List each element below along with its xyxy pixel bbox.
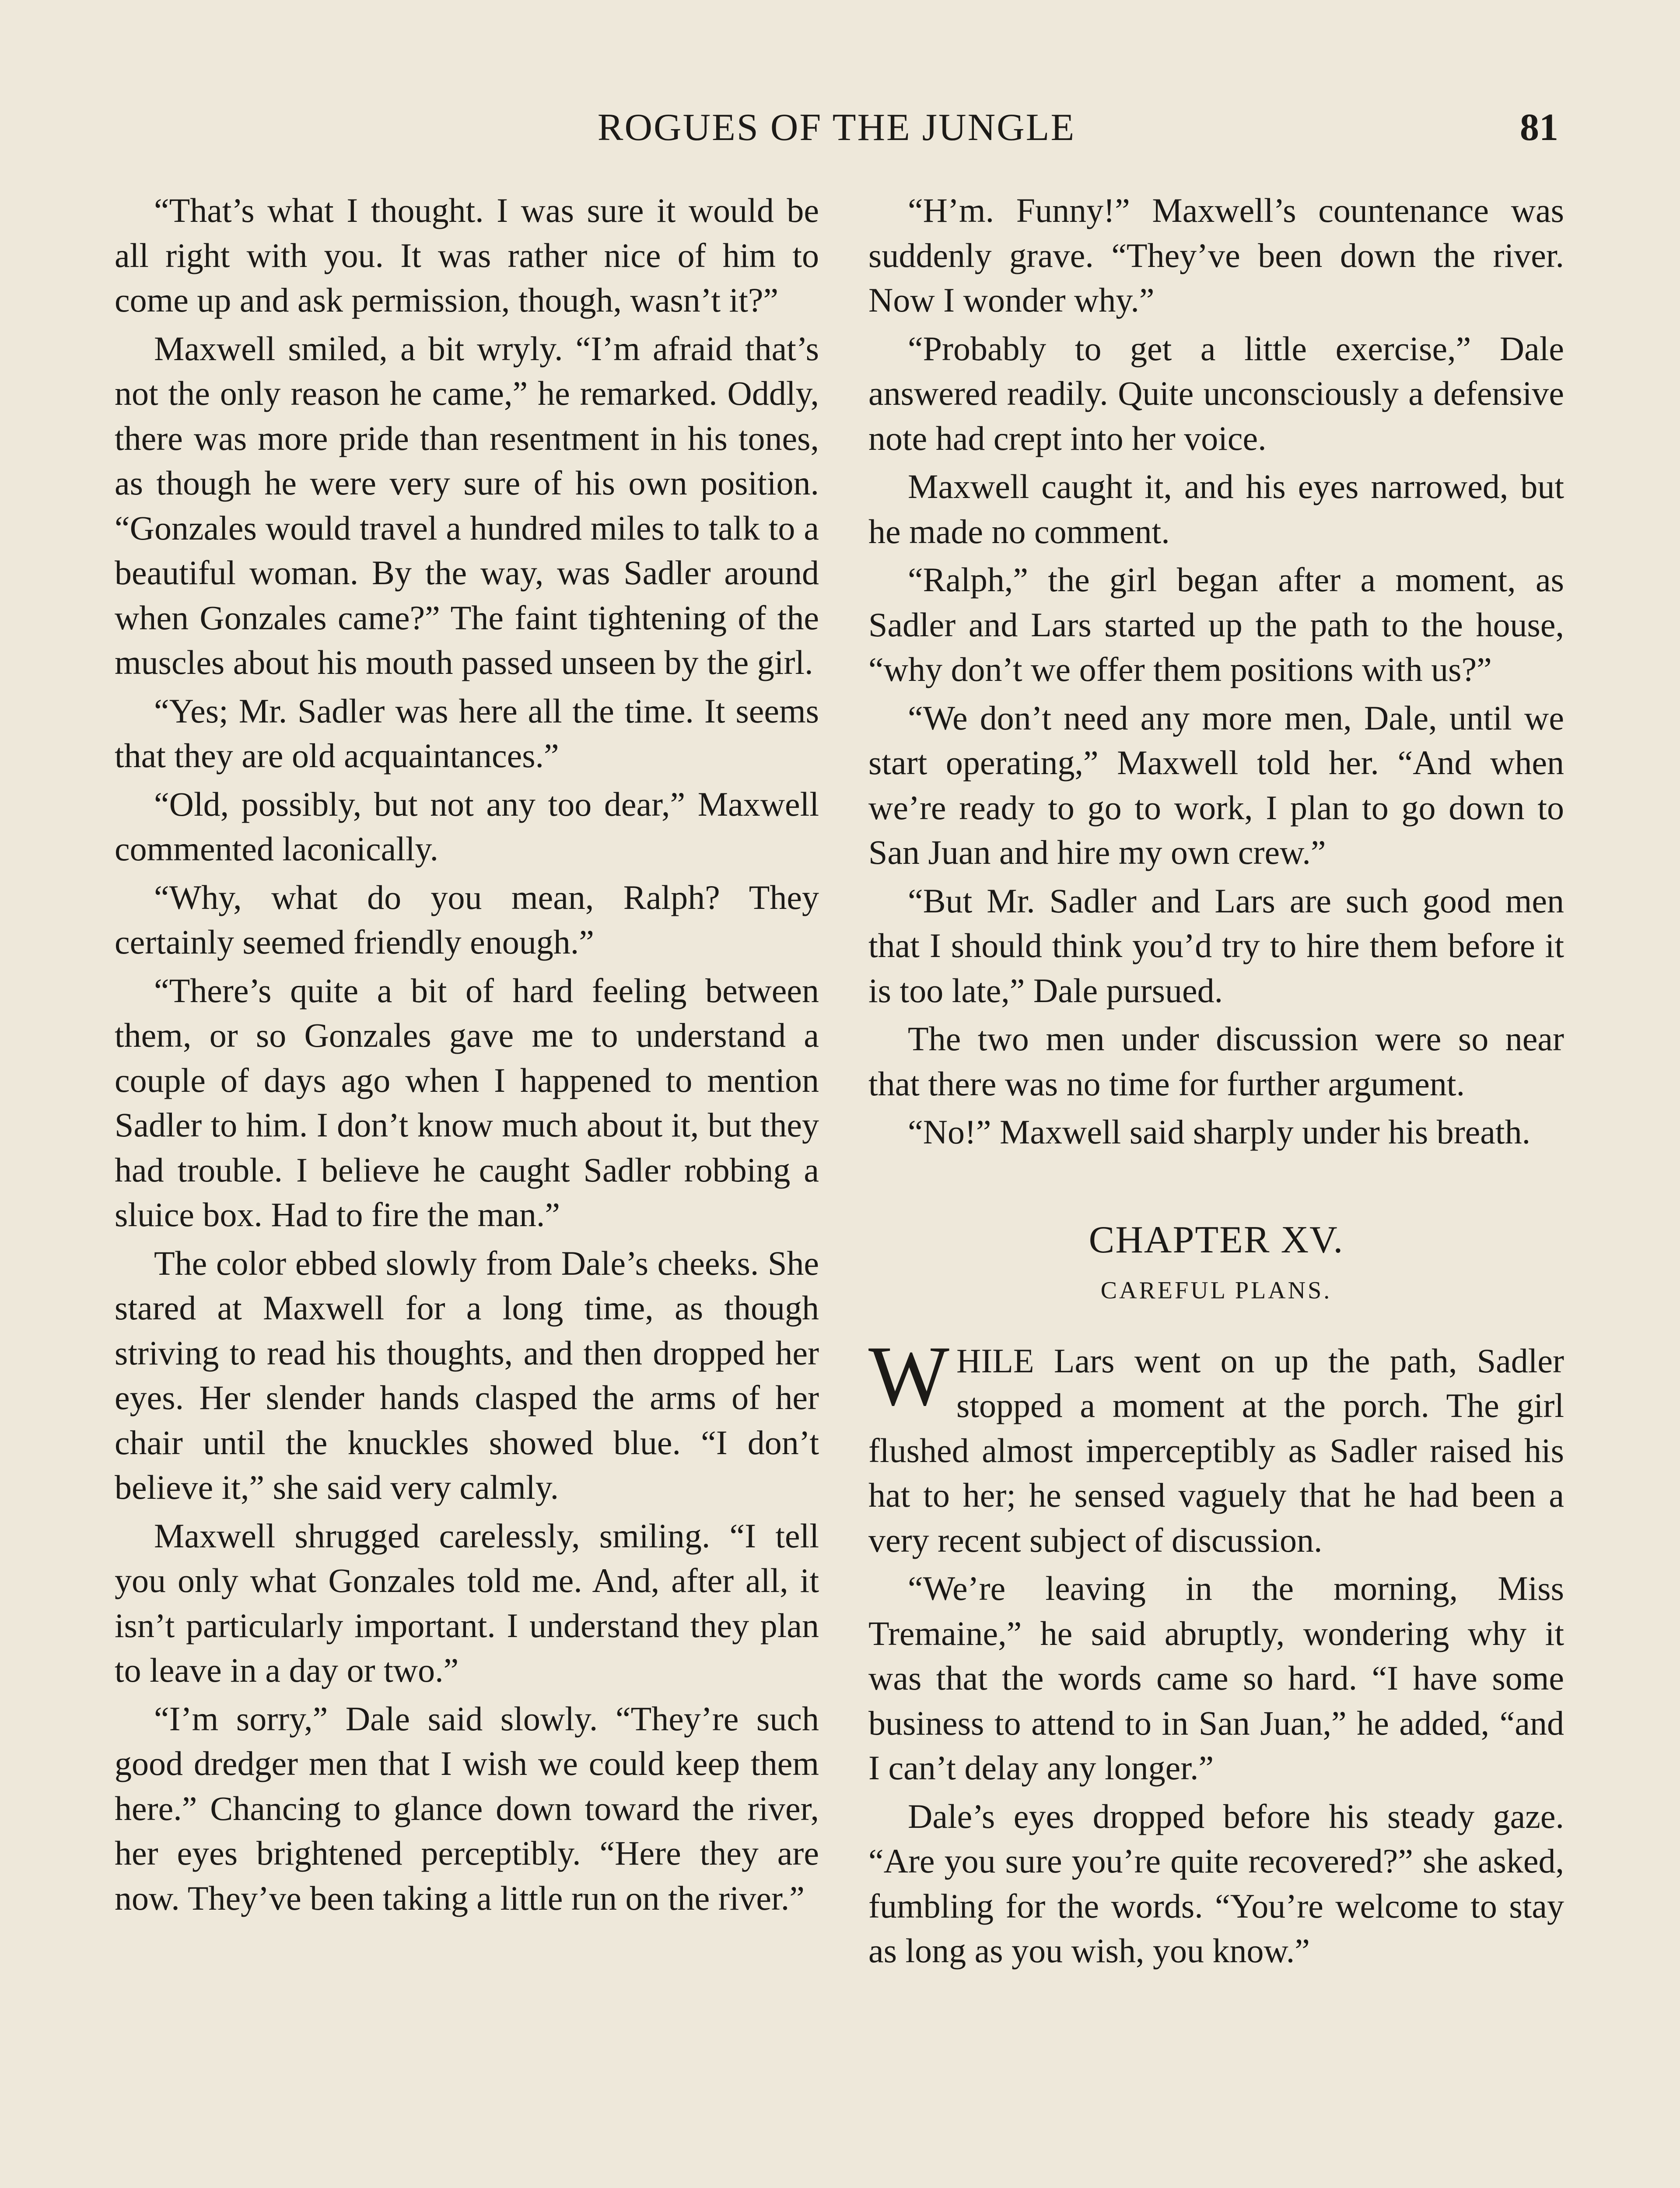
drop-cap: W xyxy=(868,1328,949,1424)
paragraph: Maxwell smiled, a bit wryly. “I’m afraid that’s not the only reason he came,” he remarked. Oddly, there was more pride than resentment in his tones, as though he were very sure of his own position. “Gonzales would travel a hundred miles to talk to a beautiful woman. By the way, was Sadler around when Gonzales came?” The faint tightening of the muscles about his mouth passed unseen by the girl. xyxy=(115,329,819,681)
paragraph: Maxwell caught it, and his eyes narrowed, but he made no comment. xyxy=(868,467,1564,551)
paragraph: “No!” Maxwell said sharply under his breath. xyxy=(908,1113,1531,1151)
paragraph: “Yes; Mr. Sadler was here all the time. It seems that they are old acquaintances.” xyxy=(115,691,819,775)
paragraph: The two men under discussion were so near that there was no time for further argument. xyxy=(868,1020,1564,1103)
right-column xyxy=(868,188,1564,1977)
paragraph: “H’m. Funny!” Maxwell’s countenance was suddenly grave. “They’ve been down the river. Now I wonder why.” xyxy=(868,191,1564,319)
paragraph: “Probably to get a little exercise,” Dale answered readily. Quite unconsciously a defensive note had crept into her voice. xyxy=(868,329,1564,457)
paragraph: “Old, possibly, but not any too dear,” Maxwell commented laconically. xyxy=(115,785,819,868)
chapter-heading: CHAPTER XV. xyxy=(1088,1218,1344,1261)
paragraph: Dale’s eyes dropped before his steady gaze. “Are you sure you’re quite recovered?” she asked, fumbling for the words. “You’re welcome to stay as long as you wish, you know.” xyxy=(868,1797,1564,1970)
chapter-subtitle: CAREFUL PLANS. xyxy=(1100,1276,1332,1304)
paragraph: “But Mr. Sadler and Lars are such good men that I should think you’d try to hire them before it is too late,” Dale pursued. xyxy=(868,881,1564,1010)
left-column xyxy=(115,188,819,1924)
paragraph: “Ralph,” the girl began after a moment, as Sadler and Lars started up the path to the house, “why don’t we offer them positions with us?” xyxy=(868,561,1564,688)
paragraph: “We’re leaving in the morning, Miss Tremaine,” he said abruptly, wondering why it was that the words came so hard. “I have some business to attend to in San Juan,” he added, “and I can’t delay any longer.” xyxy=(868,1569,1564,1787)
first-paragraph-text: HILE Lars went on up the path, Sadler stopped a moment at the porch. The girl flushed almost imperceptibly as Sadler raised his hat to her; he sensed vaguely that he had been a very recent subject of discussion. xyxy=(868,1341,1564,1559)
paragraph: Maxwell shrugged carelessly, smiling. “I tell you only what Gonzales told me. And, after all, it isn’t particularly important. I understand they plan to leave in a day or two.” xyxy=(115,1516,819,1689)
paragraph: “I’m sorry,” Dale said slowly. “They’re such good dredger men that I wish we could keep them here.” Chancing to glance down toward the river, her eyes brightened perceptibly. “Here they are now. They’ve been taking a little run on the river.” xyxy=(115,1699,819,1917)
running-title: ROGUES OF THE JUNGLE xyxy=(597,106,1076,149)
paragraph: The color ebbed slowly from Dale’s cheeks. She stared at Maxwell for a long time, as though striving to read his thoughts, and then dropped her eyes. Her slender hands clasped the arms of her chair until the knuckles showed blue. “I don’t believe it,” she said very calmly. xyxy=(115,1244,819,1506)
paragraph: “Why, what do you mean, Ralph? They certainly seemed friendly enough.” xyxy=(115,878,819,961)
running-head xyxy=(115,102,1558,154)
chapter-first-paragraph xyxy=(868,1328,1564,1563)
paragraph: “There’s quite a bit of hard feeling between them, or so Gonzales gave me to understand a couple of days ago when I happened to mention Sadler to him. I don’t know much about it, but they had trouble. I believe he caught Sadler robbing a sluice box. Had to fire the man.” xyxy=(115,971,819,1234)
paragraph: “That’s what I thought. I was sure it would be all right with you. It was rather nice of him to come up and ask permission, though, wasn’t it?” xyxy=(115,191,819,319)
paragraph: “We don’t need any more men, Dale, until we start operating,” Maxwell told her. “And when we’re ready to go to work, I plan to go down to San Juan and hire my own crew.” xyxy=(868,698,1564,871)
page-number: 81 xyxy=(1520,106,1558,149)
